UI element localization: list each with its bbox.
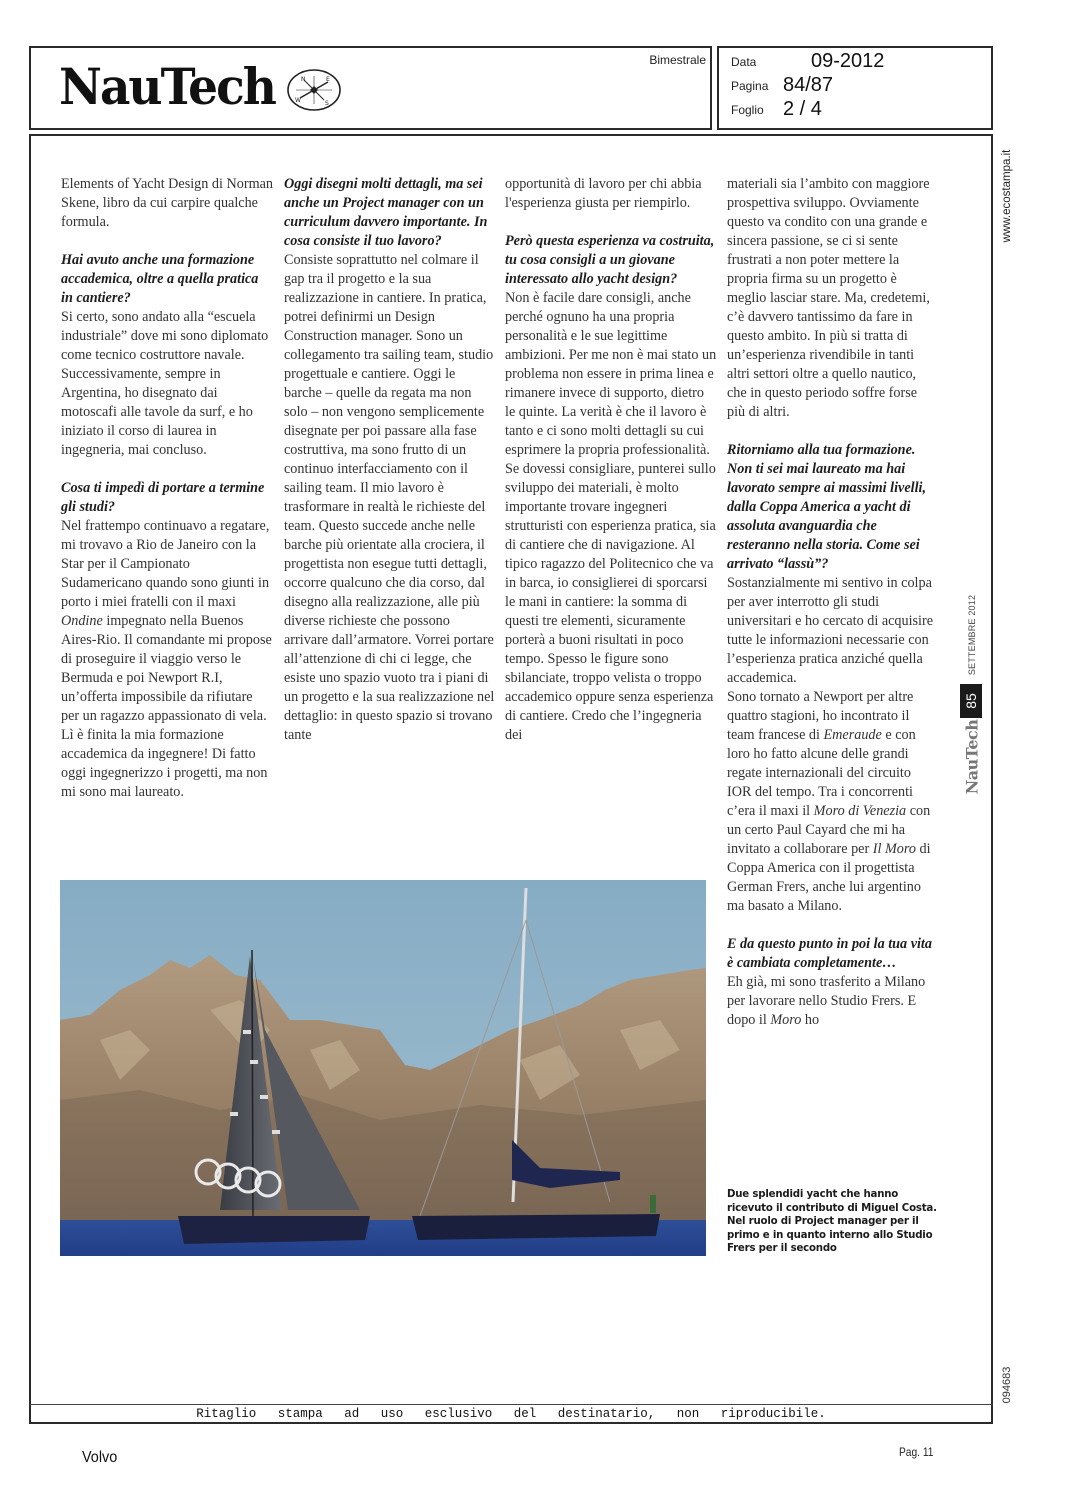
reproduction-notice: Ritaglio stampa ad uso esclusivo del destinatario, non riproducibile. — [196, 1407, 826, 1421]
article-column-1 — [61, 175, 273, 802]
yacht-name-moro: Moro — [770, 1012, 802, 1028]
ecostampa-url — [998, 146, 1016, 246]
answer-text: Sono tornato a Newport per altre quattro stagioni, ho incontrato il team francese di — [727, 689, 914, 743]
answer-text: e con loro ho fatto alcune delle grandi regate internazionali del circuito IOR del tempo. Tra i concorrenti c’era il maxi il — [727, 727, 916, 819]
ecostampa-url-text: www.ecostampa.it — [1001, 149, 1013, 243]
yacht-name-il-moro: Il Moro — [872, 841, 916, 857]
svg-text:E: E — [326, 76, 330, 83]
answer-text: impegnato nella Buenos Aires-Rio. Il comandante mi propose di proseguire il viaggio verso le Bermuda e poi Newport R.I, un’offerta impossibile da rifiutare per un ragazzo appassionato di vela. Lì è finita la mia formazione accademica da ingegnere! Di fatto oggi ingegnerizzo i progetti, ma non mi sono mai laureato. — [61, 613, 272, 800]
answer-text: ho — [801, 1012, 820, 1028]
article-column-3 — [505, 175, 717, 745]
answer-text: Nel frattempo continuavo a regatare, mi trovavo a Rio de Janeiro con la Star per il Campionato Sudamericano quando sono giunti in porto i miei fratelli con il maxi — [61, 518, 270, 610]
clipping-code — [998, 1360, 1016, 1410]
interview-question: Oggi disegni molti dettagli, ma sei anche un Project manager con un curriculum davvero importante. In cosa consiste il tuo lavoro? — [284, 176, 488, 249]
folio-brand-text: NauTech — [962, 719, 982, 795]
answer-text: di Coppa America con il progettista German Frers, anche lui argentino ma basato a Milano. — [727, 841, 931, 914]
article-column-4 — [727, 175, 937, 1030]
foglio-value: 2 / 4 — [783, 98, 822, 120]
interview-question: Ritorniamo alla tua formazione. Non ti sei mai laureato ma hai lavorato sempre ai massimi livelli, dalla Coppa America a yacht di assoluta avanguardia che resteranno nella storia. Come sei arrivato “lassù”? — [727, 442, 927, 572]
clipping-code-text: 094683 — [1001, 1366, 1013, 1404]
masthead-box — [29, 46, 712, 130]
data-label: Data — [731, 54, 757, 69]
meta-foglio-row — [731, 98, 822, 121]
interview-question: E da questo punto in poi la tua vita è cambiata completamente… — [727, 936, 932, 971]
footer-divider — [29, 1404, 993, 1405]
interview-question: Cosa ti impedì di portare a termine gli studi? — [61, 480, 265, 515]
page-indicator: Pag. 11 — [899, 1445, 934, 1459]
interview-answer: Non è facile dare consigli, anche perché ognuno ha una propria personalità e le sue legittime ambizioni. Per me non è mai stato un problema non essere in prima linea e rimanere invece di supporto, dietro le quinte. La verità è che il lavoro è tanto e ci sono molti dettagli su cui esprimere la propria professionalità. Se dovessi consigliare, punterei sullo sviluppo dei materiali, è molto importante trovare ingegneri strutturisti con esperienza pratica, sia di cantiere che di navigazione. Al tipico ragazzo del Politecnico che va in barca, io consiglierei di sporcarsi le mani in cantiere: la somma di questi tre elementi, sicuramente porterà a buoni risultati in poco tempo. Spesso le figure sono sbilanciate, troppo velista o troppo accademico oppure senza esperienza di cantiere. Credo che l’ingegneria dei — [505, 290, 717, 743]
page-folio — [952, 590, 992, 800]
interview-answer: Consiste soprattutto nel colmare il gap tra il progetto e la sua realizzazione in cantiere. In pratica, potrei definirmi un Design Construction manager. Sono un collegamento tra sailing team, studio progettuale e cantiere. Oggi le barche – quelle da regata ma non solo – non vengono semplicemente disegnate per poi passare alla fase costruttiva, ma sono frutto di un continuo interfacciamento con il sailing team. Il mio lavoro è trasformare in realtà le richieste del team. Questo succede anche nelle barche più orientate alla crociera, il progettista non esegue tutti dettagli, occorre qualcuno che dia corso, dal disegno alla realizzazione, alle più diverse richieste che possono arrivare dall’armatore. Vorrei portare all’attenzione di chi ci legge, che esiste uno spazio vuoto tra i piani di un progetto e la sua realizzazione nel dettaglio: in questo spazio si trovano tante — [284, 252, 495, 743]
paragraph: Elements of Yacht Design di Norman Skene, libro da cui carpire qualche formula. — [61, 176, 273, 230]
periodicity-label: Bimestrale — [649, 53, 706, 67]
data-value: 09-2012 — [811, 50, 885, 72]
issue-date — [960, 590, 984, 680]
interview-question: Però questa esperienza va costruita, tu cosa consigli a un giovane interessato allo yacht design? — [505, 233, 715, 287]
interview-answer: Si certo, sono andato alla “escuela industriale” dove mi sono diplomato come tecnico costruttore navale. Successivamente, sempre in Argentina, ho disegnato dai motoscafi alle tavole da surf, e ho iniziato il corso di laurea in ingegneria, mai concluso. — [61, 309, 269, 458]
svg-text:N: N — [301, 76, 306, 83]
yachts-photo — [60, 880, 706, 1256]
photo-caption: Due splendidi yacht che hanno ricevuto il contributo di Miguel Costa. Nel ruolo di Project manager per il primo e in quanto interno allo Studio Frers per il secondo — [727, 1189, 937, 1255]
interview-answer — [61, 517, 273, 802]
yacht-name-emeraude: Emeraude — [823, 727, 882, 743]
sailing-yachts-image — [60, 880, 706, 1256]
folio-brand — [960, 719, 984, 795]
answer-text: con un certo Paul Cayard che mi ha invitato a collaborare per — [727, 803, 931, 857]
meta-data-row — [731, 50, 884, 73]
foglio-label: Foglio — [731, 102, 764, 117]
yacht-name-moro-di-venezia: Moro di Venezia — [813, 803, 907, 819]
pagina-value: 84/87 — [783, 74, 834, 96]
page-number-text: 85 — [963, 693, 979, 709]
interview-answer: Sostanzialmente mi sentivo in colpa per aver interrotto gli studi universitari e ho cercato di acquisire tutte le informazioni necessarie con l’esperienza pratica anziché quella accademica. — [727, 575, 934, 686]
pagina-label: Pagina — [731, 78, 769, 93]
page-number-badge — [960, 684, 982, 718]
interview-answer — [727, 973, 937, 1030]
publication-meta-box — [717, 46, 993, 130]
svg-text:S: S — [325, 100, 329, 107]
interview-question: Hai avuto anche una formazione accademica, oltre a quella pratica in cantiere? — [61, 252, 259, 306]
article-column-2 — [284, 175, 496, 745]
client-name: Volvo — [82, 1449, 118, 1466]
issue-date-text: SETTEMBRE 2012 — [967, 594, 977, 676]
meta-pagina-row — [731, 74, 833, 97]
compass-rose-icon — [286, 68, 342, 112]
yacht-name-ondine: Ondine — [61, 613, 103, 629]
svg-text:W: W — [295, 97, 301, 104]
paragraph: opportunità di lavoro per chi abbia l'esperienza giusta per riempirlo. — [505, 176, 702, 211]
paragraph: materiali sia l’ambito con maggiore prospettiva sviluppo. Ovviamente questo va condito con una grande e sincera passione, se ci si sente frustrati a non poter mettere la propria firma su un progetto è meglio lasciar stare. Ma, credetemi, c’è davvero tantissimo da fare in questo ambito. In più si tratta di un’esperienza rivendibile in tanti altri settori oltre a quello nautico, che in questo periodo soffre forse più di altri. — [727, 176, 930, 420]
answer-text: Eh già, mi sono trasferito a Milano per lavorare nello Studio Frers. E dopo il — [727, 974, 926, 1028]
interview-answer — [727, 688, 937, 916]
nautech-logo: NauTech — [59, 58, 275, 117]
